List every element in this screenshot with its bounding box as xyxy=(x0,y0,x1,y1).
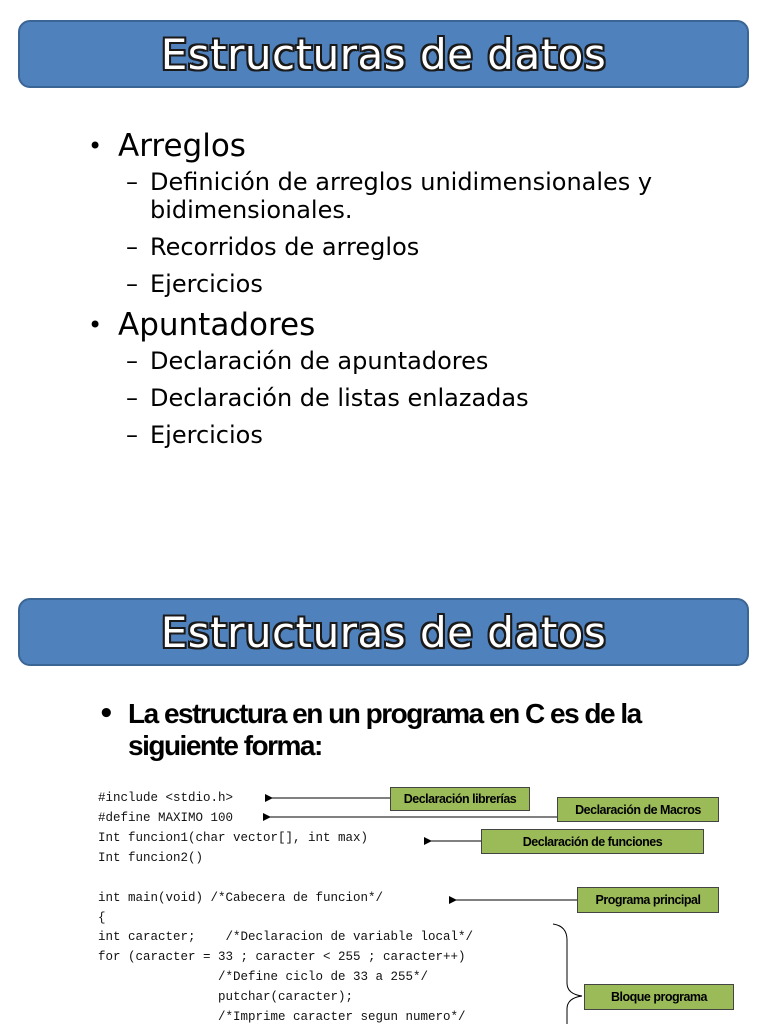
bullet-dot-icon: • xyxy=(88,132,103,160)
label-funciones: Declaración de funciones xyxy=(481,829,704,854)
sub-item: – Ejercicios xyxy=(126,270,263,298)
code-line: #define MAXIMO 100 xyxy=(98,811,234,825)
code-line: putchar(caracter); xyxy=(98,990,354,1004)
code-line: int caracter; /*Declaracion de variable local*/ xyxy=(98,930,474,944)
sub-item: – Definición de arreglos unidimensionales y bidimensionales. xyxy=(126,168,653,224)
code-line: for (caracter = 33 ; caracter < 255 ; caracter++) xyxy=(98,950,466,964)
slide-1-bullet-list xyxy=(88,128,728,458)
code-line: #include <stdio.h> xyxy=(98,791,234,805)
sub-item: – Ejercicios xyxy=(126,421,263,449)
sub-list-arreglos xyxy=(88,168,728,298)
bullet-label: Arreglos xyxy=(118,128,246,164)
sub-item: – Declaración de apuntadores xyxy=(126,347,489,375)
bullet-apuntadores xyxy=(88,307,728,449)
slide-2 xyxy=(0,590,768,1024)
sub-item: – Recorridos de arreglos xyxy=(126,233,420,261)
bullet-dot-icon: • xyxy=(88,311,103,339)
code-line: /*Define ciclo de 33 a 255*/ xyxy=(98,970,429,984)
sub-list-apuntadores xyxy=(88,347,728,449)
slide-1-title: Estructuras de datos xyxy=(160,29,607,79)
bullet-dot-icon: • xyxy=(98,699,115,729)
code-line: int main(void) /*Cabecera de funcion*/ xyxy=(98,891,384,905)
label-macros: Declaración de Macros xyxy=(557,797,719,822)
sub-item: – Declaración de listas enlazadas xyxy=(126,384,529,412)
slide-2-title: Estructuras de datos xyxy=(160,607,607,657)
label-principal: Programa principal xyxy=(577,887,719,913)
code-line: Int funcion2() xyxy=(98,851,204,865)
bullet-arreglos xyxy=(88,128,728,298)
label-librerias: Declaración librerías xyxy=(390,787,530,811)
code-line: /*Imprime caracter segun numero*/ xyxy=(98,1010,466,1024)
slide-2-bullet-text: La estructura en un programa en C es de la siguiente forma: xyxy=(128,698,641,761)
code-line: Int funcion1(char vector[], int max) xyxy=(98,831,369,845)
bullet-label: Apuntadores xyxy=(118,307,316,343)
code-line: { xyxy=(98,911,106,925)
label-bloque: Bloque programa xyxy=(584,984,734,1010)
slide-1-title-bar xyxy=(18,20,749,88)
brace-bloque xyxy=(553,924,582,1024)
